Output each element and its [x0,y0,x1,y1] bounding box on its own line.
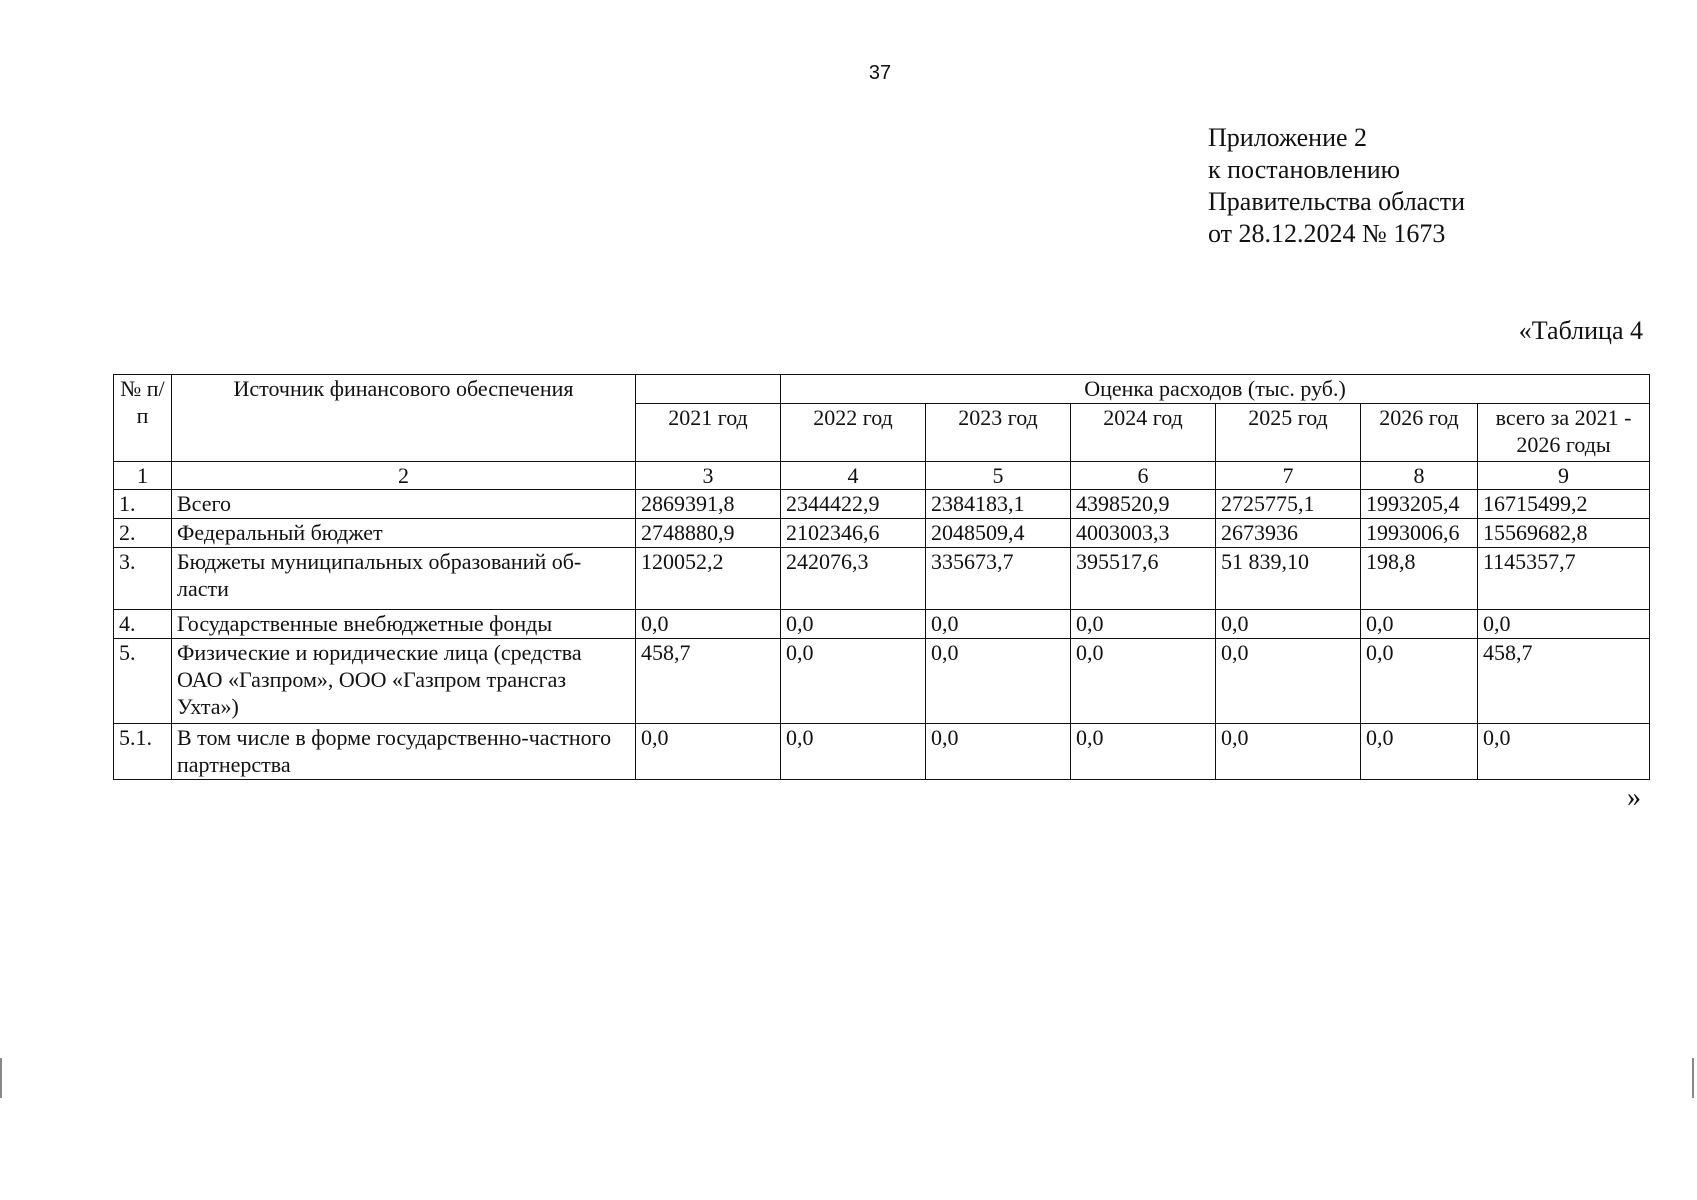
table-row [114,639,1650,724]
column-number: 3 [636,462,781,490]
header-row [114,375,1650,404]
row-value: 0,0 [1216,639,1361,724]
page-number: 37 [868,62,892,84]
row-source: Государственные внебюджетные фонды [172,610,636,639]
row-value: 242076,3 [781,548,926,610]
row-value: 0,0 [781,724,926,780]
row-value: 0,0 [1478,724,1650,780]
appendix-line: от 28.12.2024 № 1673 [1208,219,1446,248]
column-number: 1 [114,462,172,490]
row-source: Бюджеты муниципальных образований об-ласти [172,548,636,610]
row-value: 2102346,6 [781,519,926,548]
row-value: 0,0 [781,610,926,639]
row-value: 0,0 [1071,610,1216,639]
appendix-line: к постановлению [1208,155,1401,184]
row-value: 2344422,9 [781,490,926,519]
row-value: 0,0 [636,610,781,639]
row-value: 0,0 [926,724,1071,780]
row-value: 0,0 [926,639,1071,724]
row-value: 458,7 [636,639,781,724]
row-num: 3. [114,548,172,610]
column-number: 9 [1478,462,1650,490]
row-value: 51 839,10 [1216,548,1361,610]
scan-edge-mark [0,1058,2,1098]
row-value: 2048509,4 [926,519,1071,548]
row-value: 0,0 [1216,610,1361,639]
row-value: 4398520,9 [1071,490,1216,519]
column-number: 8 [1361,462,1478,490]
header-source: Источник финансового обеспечения [172,375,636,462]
header-empty [636,375,781,404]
row-source: Федеральный бюджет [172,519,636,548]
row-value: 0,0 [1361,639,1478,724]
header-year: 2023 год [926,404,1071,462]
table-row [114,610,1650,639]
row-value: 2748880,9 [636,519,781,548]
row-source: Физические и юридические лица (средства ОАО «Газпром», ООО «Газпром трансгаз Ухта») [172,639,636,724]
row-value: 2869391,8 [636,490,781,519]
appendix-block [1208,122,1465,250]
row-source: Всего [172,490,636,519]
table-title: «Таблица 4 [1518,316,1643,345]
row-value: 120052,2 [636,548,781,610]
row-value: 15569682,8 [1478,519,1650,548]
row-value: 0,0 [1478,610,1650,639]
header-total: всего за 2021 - 2026 годы [1478,404,1650,462]
table-row [114,490,1650,519]
financing-table [113,374,1650,780]
row-value: 4003003,3 [1071,519,1216,548]
row-num: 5. [114,639,172,724]
row-value: 0,0 [781,639,926,724]
row-value: 1993205,4 [1361,490,1478,519]
appendix-line: Приложение 2 [1208,123,1368,152]
column-number: 7 [1216,462,1361,490]
row-value: 0,0 [1216,724,1361,780]
appendix-line: Правительства области [1208,187,1466,216]
row-value: 335673,7 [926,548,1071,610]
column-number: 4 [781,462,926,490]
header-year: 2022 год [781,404,926,462]
header-year: 2024 год [1071,404,1216,462]
row-num: 4. [114,610,172,639]
header-num: № п/п [114,375,172,462]
closing-quote: » [1627,782,1641,813]
scan-edge-mark [1692,1058,1694,1098]
table-row [114,724,1650,780]
row-num: 2. [114,519,172,548]
row-num: 1. [114,490,172,519]
column-number: 2 [172,462,636,490]
column-number: 6 [1071,462,1216,490]
row-value: 395517,6 [1071,548,1216,610]
row-value: 1145357,7 [1478,548,1650,610]
row-value: 0,0 [1361,610,1478,639]
column-number-row [114,462,1650,490]
row-value: 16715499,2 [1478,490,1650,519]
column-number: 5 [926,462,1071,490]
row-source: В том числе в форме государственно-частного партнерства [172,724,636,780]
header-year: 2026 год [1361,404,1478,462]
header-year: 2021 год [636,404,781,462]
row-value: 2384183,1 [926,490,1071,519]
row-value: 0,0 [636,724,781,780]
table-row [114,548,1650,610]
row-value: 0,0 [1361,724,1478,780]
row-value: 0,0 [926,610,1071,639]
row-num: 5.1. [114,724,172,780]
table-row [114,519,1650,548]
row-value: 458,7 [1478,639,1650,724]
row-value: 0,0 [1071,724,1216,780]
header-estimate: Оценка расходов (тыс. руб.) [781,375,1650,404]
row-value: 1993006,6 [1361,519,1478,548]
row-value: 2725775,1 [1216,490,1361,519]
row-value: 198,8 [1361,548,1478,610]
header-year: 2025 год [1216,404,1361,462]
row-value: 0,0 [1071,639,1216,724]
row-value: 2673936 [1216,519,1361,548]
